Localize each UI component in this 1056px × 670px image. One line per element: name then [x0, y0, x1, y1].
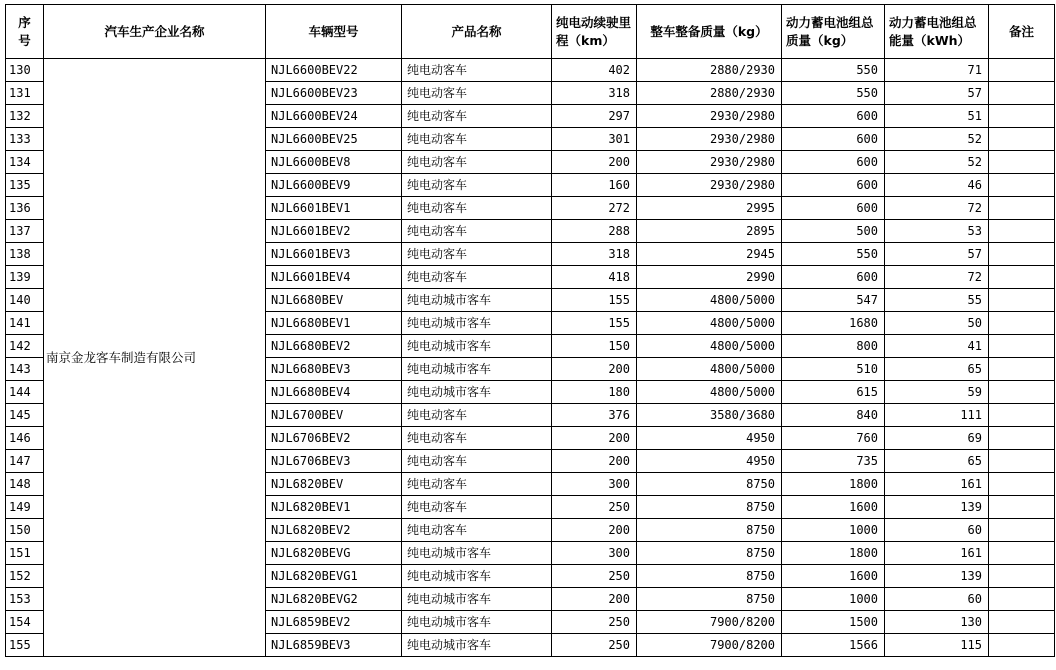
cell-curb-mass: 4800/5000: [637, 312, 782, 335]
cell-battery-energy: 139: [885, 565, 989, 588]
cell-note: [989, 59, 1055, 82]
cell-battery-mass: 1566: [782, 634, 885, 657]
cell-model: NJL6820BEVG: [266, 542, 402, 565]
cell-range: 318: [552, 243, 637, 266]
cell-product-name: 纯电动城市客车: [402, 312, 552, 335]
cell-battery-energy: 111: [885, 404, 989, 427]
cell-product-name: 纯电动客车: [402, 243, 552, 266]
cell-curb-mass: 2945: [637, 243, 782, 266]
cell-battery-energy: 50: [885, 312, 989, 335]
header-battery-mass: 动力蓄电池组总质量（kg）: [782, 5, 885, 59]
cell-note: [989, 220, 1055, 243]
cell-seq: 137: [6, 220, 44, 243]
cell-range: 288: [552, 220, 637, 243]
cell-model: NJL6820BEV1: [266, 496, 402, 519]
cell-note: [989, 82, 1055, 105]
cell-company-name: 南京金龙客车制造有限公司: [44, 59, 266, 657]
cell-product-name: 纯电动客车: [402, 473, 552, 496]
table-body: [6, 59, 1055, 657]
cell-product-name: 纯电动城市客车: [402, 611, 552, 634]
cell-model: NJL6820BEVG1: [266, 565, 402, 588]
cell-battery-mass: 500: [782, 220, 885, 243]
cell-range: 402: [552, 59, 637, 82]
cell-battery-mass: 600: [782, 151, 885, 174]
cell-range: 301: [552, 128, 637, 151]
cell-battery-mass: 1000: [782, 519, 885, 542]
cell-product-name: 纯电动客车: [402, 266, 552, 289]
cell-curb-mass: 2930/2980: [637, 174, 782, 197]
cell-curb-mass: 8750: [637, 565, 782, 588]
cell-battery-mass: 550: [782, 243, 885, 266]
cell-range: 272: [552, 197, 637, 220]
cell-note: [989, 289, 1055, 312]
cell-battery-mass: 600: [782, 197, 885, 220]
cell-note: [989, 565, 1055, 588]
cell-curb-mass: 2880/2930: [637, 59, 782, 82]
cell-battery-mass: 1800: [782, 542, 885, 565]
cell-battery-mass: 600: [782, 266, 885, 289]
cell-product-name: 纯电动客车: [402, 105, 552, 128]
cell-product-name: 纯电动客车: [402, 197, 552, 220]
cell-product-name: 纯电动客车: [402, 59, 552, 82]
cell-seq: 150: [6, 519, 44, 542]
cell-curb-mass: 2990: [637, 266, 782, 289]
cell-seq: 138: [6, 243, 44, 266]
cell-seq: 133: [6, 128, 44, 151]
cell-battery-mass: 550: [782, 82, 885, 105]
cell-range: 297: [552, 105, 637, 128]
cell-note: [989, 335, 1055, 358]
cell-battery-mass: 600: [782, 174, 885, 197]
cell-range: 180: [552, 381, 637, 404]
cell-seq: 130: [6, 59, 44, 82]
cell-model: NJL6600BEV25: [266, 128, 402, 151]
cell-curb-mass: 8750: [637, 473, 782, 496]
cell-range: 150: [552, 335, 637, 358]
cell-seq: 134: [6, 151, 44, 174]
cell-battery-energy: 53: [885, 220, 989, 243]
cell-battery-energy: 65: [885, 358, 989, 381]
cell-seq: 153: [6, 588, 44, 611]
cell-note: [989, 266, 1055, 289]
cell-note: [989, 611, 1055, 634]
cell-model: NJL6601BEV4: [266, 266, 402, 289]
cell-battery-energy: 55: [885, 289, 989, 312]
cell-note: [989, 519, 1055, 542]
cell-note: [989, 542, 1055, 565]
cell-curb-mass: 3580/3680: [637, 404, 782, 427]
cell-battery-mass: 1000: [782, 588, 885, 611]
header-note: 备注: [989, 5, 1055, 59]
cell-model: NJL6820BEV2: [266, 519, 402, 542]
cell-model: NJL6600BEV24: [266, 105, 402, 128]
cell-seq: 151: [6, 542, 44, 565]
cell-range: 155: [552, 312, 637, 335]
cell-curb-mass: 2880/2930: [637, 82, 782, 105]
cell-curb-mass: 8750: [637, 519, 782, 542]
cell-model: NJL6680BEV2: [266, 335, 402, 358]
cell-range: 155: [552, 289, 637, 312]
cell-seq: 154: [6, 611, 44, 634]
cell-range: 300: [552, 473, 637, 496]
cell-product-name: 纯电动客车: [402, 82, 552, 105]
cell-model: NJL6600BEV22: [266, 59, 402, 82]
cell-product-name: 纯电动客车: [402, 404, 552, 427]
vehicle-catalog-table: [5, 4, 1055, 657]
cell-battery-energy: 51: [885, 105, 989, 128]
cell-curb-mass: 8750: [637, 496, 782, 519]
cell-range: 200: [552, 519, 637, 542]
cell-curb-mass: 2895: [637, 220, 782, 243]
cell-range: 250: [552, 611, 637, 634]
header-battery-energy: 动力蓄电池组总能量（kWh）: [885, 5, 989, 59]
cell-curb-mass: 4950: [637, 450, 782, 473]
cell-product-name: 纯电动客车: [402, 519, 552, 542]
cell-curb-mass: 7900/8200: [637, 634, 782, 657]
cell-seq: 152: [6, 565, 44, 588]
cell-model: NJL6601BEV3: [266, 243, 402, 266]
cell-battery-energy: 57: [885, 82, 989, 105]
cell-curb-mass: 2995: [637, 197, 782, 220]
cell-battery-mass: 550: [782, 59, 885, 82]
cell-curb-mass: 8750: [637, 588, 782, 611]
cell-battery-energy: 161: [885, 473, 989, 496]
cell-seq: 142: [6, 335, 44, 358]
cell-product-name: 纯电动城市客车: [402, 335, 552, 358]
cell-curb-mass: 2930/2980: [637, 128, 782, 151]
cell-battery-mass: 1600: [782, 496, 885, 519]
cell-curb-mass: 4800/5000: [637, 335, 782, 358]
cell-battery-mass: 600: [782, 128, 885, 151]
cell-battery-mass: 760: [782, 427, 885, 450]
cell-battery-mass: 510: [782, 358, 885, 381]
cell-seq: 145: [6, 404, 44, 427]
cell-battery-energy: 139: [885, 496, 989, 519]
cell-model: NJL6680BEV1: [266, 312, 402, 335]
cell-range: 250: [552, 565, 637, 588]
cell-product-name: 纯电动城市客车: [402, 289, 552, 312]
cell-note: [989, 105, 1055, 128]
cell-seq: 135: [6, 174, 44, 197]
cell-note: [989, 381, 1055, 404]
cell-battery-mass: 600: [782, 105, 885, 128]
cell-battery-energy: 65: [885, 450, 989, 473]
cell-battery-energy: 69: [885, 427, 989, 450]
header-company: 汽车生产企业名称: [44, 5, 266, 59]
cell-seq: 143: [6, 358, 44, 381]
cell-battery-mass: 547: [782, 289, 885, 312]
cell-range: 200: [552, 450, 637, 473]
cell-model: NJL6680BEV3: [266, 358, 402, 381]
cell-range: 200: [552, 151, 637, 174]
cell-note: [989, 450, 1055, 473]
cell-product-name: 纯电动城市客车: [402, 542, 552, 565]
cell-model: NJL6706BEV3: [266, 450, 402, 473]
cell-product-name: 纯电动城市客车: [402, 588, 552, 611]
cell-model: NJL6859BEV3: [266, 634, 402, 657]
cell-battery-energy: 71: [885, 59, 989, 82]
cell-range: 200: [552, 358, 637, 381]
cell-battery-mass: 1800: [782, 473, 885, 496]
cell-seq: 146: [6, 427, 44, 450]
header-seq: [6, 5, 44, 59]
cell-model: NJL6680BEV: [266, 289, 402, 312]
cell-note: [989, 312, 1055, 335]
cell-battery-energy: 57: [885, 243, 989, 266]
cell-battery-energy: 41: [885, 335, 989, 358]
cell-note: [989, 634, 1055, 657]
cell-model: NJL6600BEV23: [266, 82, 402, 105]
cell-product-name: 纯电动客车: [402, 151, 552, 174]
cell-note: [989, 128, 1055, 151]
cell-curb-mass: 4800/5000: [637, 289, 782, 312]
cell-product-name: 纯电动城市客车: [402, 381, 552, 404]
cell-seq: 141: [6, 312, 44, 335]
cell-range: 300: [552, 542, 637, 565]
cell-model: NJL6600BEV9: [266, 174, 402, 197]
cell-range: 200: [552, 427, 637, 450]
cell-note: [989, 358, 1055, 381]
cell-note: [989, 174, 1055, 197]
cell-model: NJL6601BEV2: [266, 220, 402, 243]
cell-model: NJL6859BEV2: [266, 611, 402, 634]
cell-product-name: 纯电动客车: [402, 427, 552, 450]
cell-model: NJL6820BEVG2: [266, 588, 402, 611]
cell-range: 318: [552, 82, 637, 105]
cell-battery-energy: 59: [885, 381, 989, 404]
cell-product-name: 纯电动客车: [402, 128, 552, 151]
cell-battery-energy: 72: [885, 197, 989, 220]
cell-curb-mass: 4800/5000: [637, 358, 782, 381]
cell-note: [989, 404, 1055, 427]
header-product: 产品名称: [402, 5, 552, 59]
cell-model: NJL6706BEV2: [266, 427, 402, 450]
cell-model: NJL6601BEV1: [266, 197, 402, 220]
cell-battery-mass: 800: [782, 335, 885, 358]
cell-range: 250: [552, 634, 637, 657]
cell-product-name: 纯电动城市客车: [402, 565, 552, 588]
table-row: [6, 59, 1055, 82]
cell-seq: 140: [6, 289, 44, 312]
cell-battery-energy: 60: [885, 588, 989, 611]
header-seq-label: 序号: [18, 14, 31, 48]
cell-seq: 131: [6, 82, 44, 105]
cell-seq: 155: [6, 634, 44, 657]
cell-curb-mass: 2930/2980: [637, 151, 782, 174]
cell-curb-mass: 2930/2980: [637, 105, 782, 128]
cell-battery-energy: 115: [885, 634, 989, 657]
cell-battery-mass: 1600: [782, 565, 885, 588]
cell-battery-energy: 130: [885, 611, 989, 634]
cell-model: NJL6680BEV4: [266, 381, 402, 404]
cell-note: [989, 427, 1055, 450]
cell-battery-mass: 840: [782, 404, 885, 427]
cell-battery-energy: 52: [885, 151, 989, 174]
cell-range: 160: [552, 174, 637, 197]
cell-range: 376: [552, 404, 637, 427]
cell-battery-energy: 52: [885, 128, 989, 151]
cell-seq: 149: [6, 496, 44, 519]
header-model: 车辆型号: [266, 5, 402, 59]
cell-battery-energy: 161: [885, 542, 989, 565]
cell-seq: 148: [6, 473, 44, 496]
cell-seq: 132: [6, 105, 44, 128]
cell-curb-mass: 8750: [637, 542, 782, 565]
cell-battery-energy: 46: [885, 174, 989, 197]
cell-battery-mass: 735: [782, 450, 885, 473]
cell-seq: 147: [6, 450, 44, 473]
cell-product-name: 纯电动客车: [402, 450, 552, 473]
cell-note: [989, 496, 1055, 519]
cell-range: 418: [552, 266, 637, 289]
cell-model: NJL6820BEV: [266, 473, 402, 496]
cell-note: [989, 473, 1055, 496]
header-range: 纯电动续驶里程（km）: [552, 5, 637, 59]
cell-note: [989, 588, 1055, 611]
cell-note: [989, 243, 1055, 266]
cell-battery-energy: 60: [885, 519, 989, 542]
cell-product-name: 纯电动客车: [402, 496, 552, 519]
cell-product-name: 纯电动客车: [402, 174, 552, 197]
header-mass: 整车整备质量（kg）: [637, 5, 782, 59]
cell-battery-energy: 72: [885, 266, 989, 289]
cell-seq: 139: [6, 266, 44, 289]
cell-battery-mass: 615: [782, 381, 885, 404]
cell-range: 200: [552, 588, 637, 611]
header-row: [6, 5, 1055, 59]
cell-note: [989, 151, 1055, 174]
cell-product-name: 纯电动城市客车: [402, 358, 552, 381]
cell-curb-mass: 4950: [637, 427, 782, 450]
cell-product-name: 纯电动客车: [402, 220, 552, 243]
cell-battery-mass: 1500: [782, 611, 885, 634]
cell-model: NJL6600BEV8: [266, 151, 402, 174]
cell-seq: 136: [6, 197, 44, 220]
cell-curb-mass: 7900/8200: [637, 611, 782, 634]
cell-product-name: 纯电动城市客车: [402, 634, 552, 657]
cell-range: 250: [552, 496, 637, 519]
cell-model: NJL6700BEV: [266, 404, 402, 427]
cell-seq: 144: [6, 381, 44, 404]
cell-battery-mass: 1680: [782, 312, 885, 335]
cell-curb-mass: 4800/5000: [637, 381, 782, 404]
cell-note: [989, 197, 1055, 220]
